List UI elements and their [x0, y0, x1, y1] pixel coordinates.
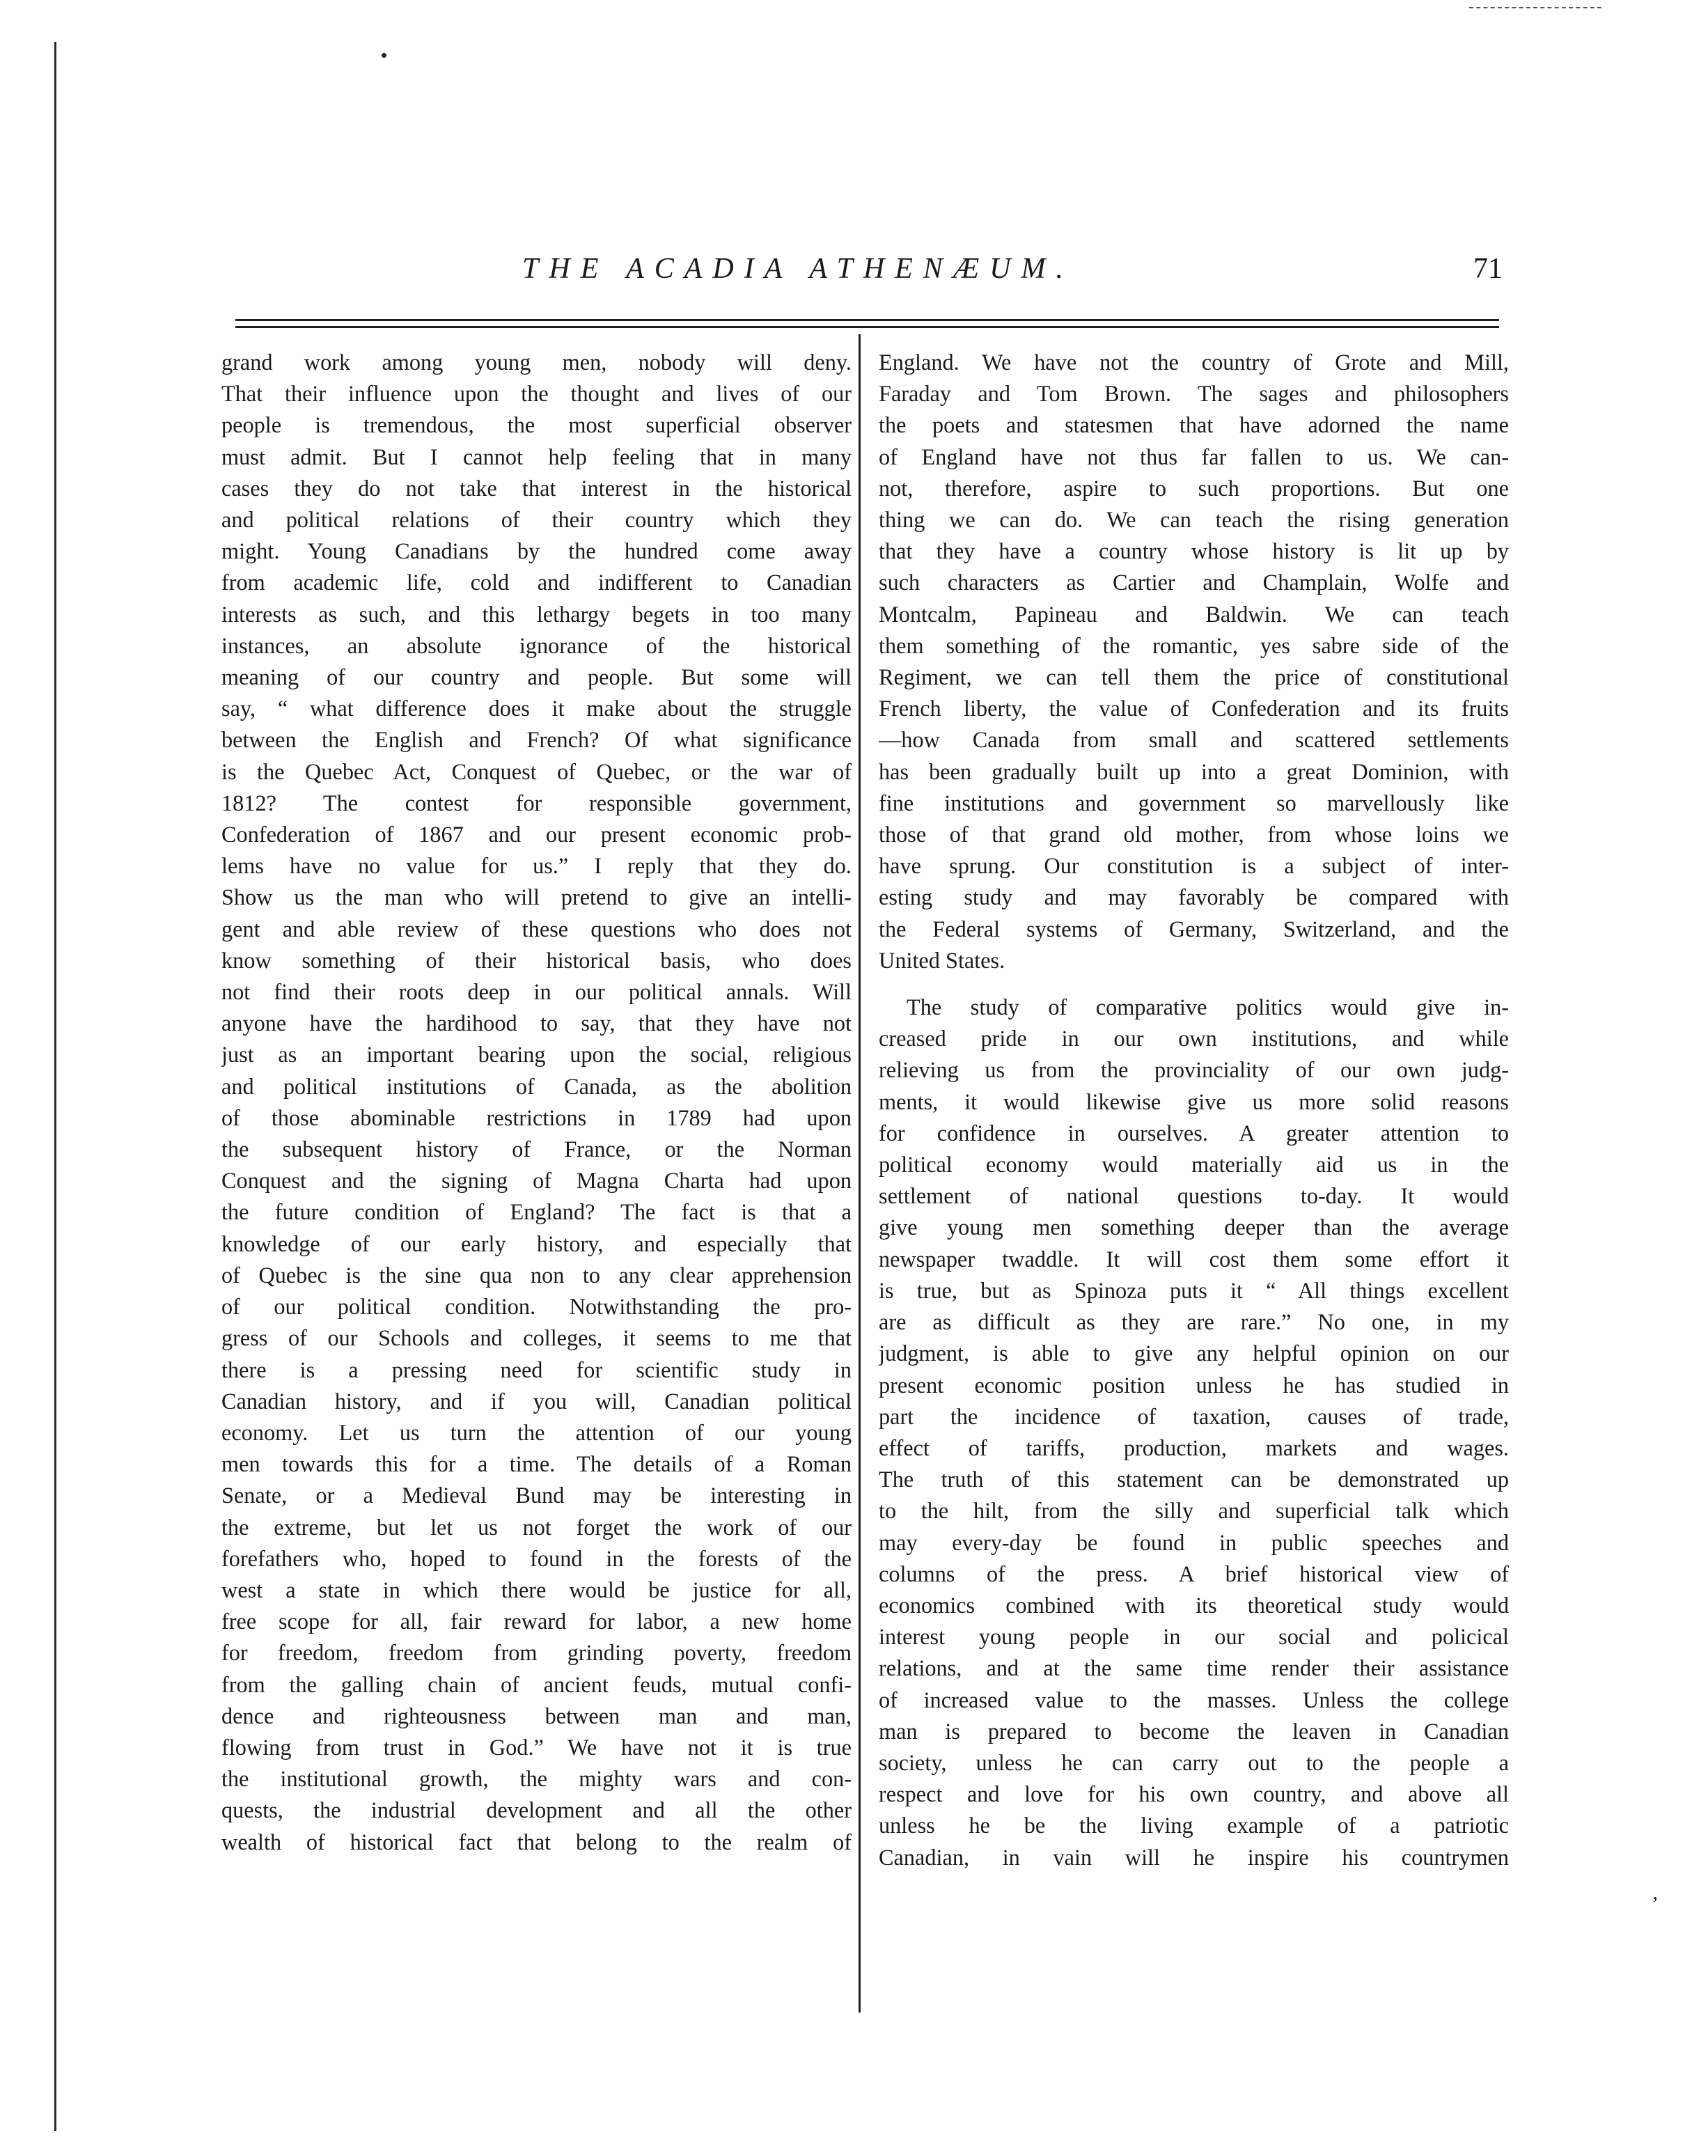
text-line: columns of the press. A brief historical view of — [879, 1561, 1509, 1586]
text-line: of England have not thus far fallen to us. We can- — [879, 444, 1509, 469]
text-line: between the English and French? Of what significance — [221, 727, 852, 753]
text-line: of those abominable restrictions in 1789 had upon — [221, 1104, 852, 1130]
text-line: newspaper twaddle. It will cost them some effort it — [879, 1246, 1509, 1272]
text-line: are as difficult as they are rare.” No one, in my — [879, 1309, 1509, 1335]
text-line: has been gradually built up into a great Dominion, with — [879, 758, 1509, 784]
text-line: relations, and at the same time render their assistance — [879, 1655, 1509, 1681]
text-line: is true, but as Spinoza puts it “ All things excellent — [879, 1277, 1509, 1303]
text-line: gent and able review of these questions who does not — [221, 916, 852, 942]
text-line: know something of their historical basis, who does — [221, 947, 852, 973]
text-line: lems have no value for us.” I reply that they do. — [221, 853, 852, 879]
text-line: effect of tariffs, production, markets and wages. — [879, 1435, 1509, 1460]
text-line: present economic position unless he has studied in — [879, 1372, 1509, 1398]
right-column — [879, 347, 1509, 2018]
text-line: not, therefore, aspire to such proportions. But one — [879, 475, 1509, 501]
text-line: political economy would materially aid us in the — [879, 1152, 1509, 1178]
text-line: for confidence in ourselves. A greater attention to — [879, 1120, 1509, 1146]
text-line: such characters as Cartier and Champlain, Wolfe and — [879, 570, 1509, 595]
text-line: just as an important bearing upon the social, religious — [221, 1042, 852, 1068]
text-line: society, unless he can carry out to the people a — [879, 1749, 1509, 1775]
text-line: cases they do not take that interest in the historical — [221, 475, 852, 501]
text-line: is the Quebec Act, Conquest of Quebec, or the war of — [221, 758, 852, 784]
text-line: creased pride in our own institutions, and while — [879, 1026, 1509, 1052]
text-line: say, “ what difference does it make about the struggle — [221, 696, 852, 721]
text-line: people is tremendous, the most superficial observer — [221, 412, 852, 438]
text-line: quests, the industrial development and all the other — [221, 1797, 852, 1823]
margin-tick: ʼ — [1652, 1893, 1659, 1916]
left-column — [221, 347, 852, 2018]
text-line: to the hilt, from the silly and superficial talk which — [879, 1498, 1509, 1524]
text-line: part the incidence of taxation, causes of trade, — [879, 1403, 1509, 1429]
text-line: The truth of this statement can be demonstrated up — [879, 1467, 1509, 1492]
text-line: —how Canada from small and scattered settlements — [879, 727, 1509, 753]
text-line: French liberty, the value of Confederation and its fruits — [879, 696, 1509, 721]
text-line: Faraday and Tom Brown. The sages and philosophers — [879, 381, 1509, 407]
right-paragraph-2 — [879, 992, 1509, 1873]
text-line: may every-day be found in public speeches and — [879, 1529, 1509, 1555]
text-line: esting study and may favorably be compared with — [879, 884, 1509, 910]
column-divider — [859, 334, 861, 2013]
text-line: Conquest and the signing of Magna Charta had upon — [221, 1168, 852, 1194]
text-line: economics combined with its theoretical study would — [879, 1592, 1509, 1618]
text-line: that they have a country whose history is lit up by — [879, 538, 1509, 564]
text-line: the institutional growth, the mighty wars and con- — [221, 1766, 852, 1792]
text-line: unless he be the living example of a patriotic — [879, 1813, 1509, 1838]
paragraph-gap — [879, 976, 1509, 992]
text-line: relieving us from the provinciality of our own judg- — [879, 1057, 1509, 1083]
text-line: respect and love for his own country, and above all — [879, 1781, 1509, 1807]
text-line: wealth of historical fact that belong to the realm of — [221, 1829, 852, 1854]
running-title: THE ACADIA ATHENÆUM. — [522, 253, 1074, 285]
text-line: the subsequent history of France, or the Norman — [221, 1136, 852, 1162]
text-line: there is a pressing need for scientific study in — [221, 1357, 852, 1382]
text-line: 1812? The contest for responsible government, — [221, 790, 852, 815]
text-line: the Federal systems of Germany, Switzerland, and the — [879, 916, 1509, 942]
text-line: for freedom, freedom from grinding poverty, freedom — [221, 1640, 852, 1666]
text-line: of our political condition. Notwithstanding the pro- — [221, 1294, 852, 1320]
text-line: meaning of our country and people. But some will — [221, 664, 852, 690]
top-right-rule — [1469, 7, 1601, 8]
text-line: Senate, or a Medieval Bund may be interesting in — [221, 1483, 852, 1508]
text-line: flowing from trust in God.” We have not it is true — [221, 1734, 852, 1760]
page-number: 71 — [1473, 253, 1503, 285]
text-line: men towards this for a time. The details of a Roman — [221, 1451, 852, 1477]
text-line: the poets and statesmen that have adorned the name — [879, 412, 1509, 438]
text-line: knowledge of our early history, and especially that — [221, 1231, 852, 1256]
binding-edge-line — [54, 42, 56, 2131]
text-line: forefathers who, hoped to found in the forests of the — [221, 1545, 852, 1571]
text-line: economy. Let us turn the attention of our young — [221, 1419, 852, 1445]
text-line: the extreme, but let us not forget the work of our — [221, 1514, 852, 1540]
header-rule-lower — [235, 326, 1499, 328]
text-line: give young men something deeper than the average — [879, 1214, 1509, 1240]
text-line: Canadian history, and if you will, Canadian political — [221, 1388, 852, 1414]
text-line: of increased value to the masses. Unless the college — [879, 1687, 1509, 1712]
text-line: west a state in which there would be justice for all, — [221, 1577, 852, 1602]
text-line: from academic life, cold and indifferent to Canadian — [221, 570, 852, 595]
right-paragraph-1 — [879, 347, 1509, 976]
text-line: not find their roots deep in our political annals. Will — [221, 979, 852, 1005]
text-line: gress of our Schools and colleges, it seems to me that — [221, 1325, 852, 1351]
text-line: The study of comparative politics would give in- — [907, 994, 1509, 1020]
text-line: from the galling chain of ancient feuds, mutual confi- — [221, 1671, 852, 1697]
text-line: have sprung. Our constitution is a subject of inter- — [879, 853, 1509, 879]
text-line: free scope for all, fair reward for labor, a new home — [221, 1609, 852, 1634]
text-line: Regiment, we can tell them the price of constitutional — [879, 664, 1509, 690]
header-rule-upper — [235, 319, 1499, 321]
text-line: and political relations of their country which they — [221, 507, 852, 533]
text-line: instances, an absolute ignorance of the historical — [221, 632, 852, 658]
text-line: and political institutions of Canada, as the abolition — [221, 1073, 852, 1099]
text-line: Montcalm, Papineau and Baldwin. We can teach — [879, 601, 1509, 627]
text-line: Canadian, in vain will he inspire his countrymen — [879, 1844, 1509, 1870]
text-line: fine institutions and government so marvellously like — [879, 790, 1509, 815]
text-line: ments, it would likewise give us more solid reasons — [879, 1088, 1509, 1114]
text-line: interests as such, and this lethargy begets in too many — [221, 601, 852, 627]
text-line: Show us the man who will pretend to give an intelli- — [221, 884, 852, 910]
text-line: man is prepared to become the leaven in Canadian — [879, 1718, 1509, 1744]
text-line: Confederation of 1867 and our present economic prob- — [221, 822, 852, 847]
text-line: judgment, is able to give any helpful opinion on our — [879, 1341, 1509, 1366]
text-line: United States. — [879, 947, 1005, 973]
text-line: England. We have not the country of Grote and Mill, — [879, 350, 1509, 375]
text-line: them something of the romantic, yes sabre side of the — [879, 632, 1509, 658]
text-line: might. Young Canadians by the hundred come away — [221, 538, 852, 564]
text-line: interest young people in our social and policical — [879, 1624, 1509, 1650]
text-line: settlement of national questions to-day. It would — [879, 1183, 1509, 1209]
ink-speck — [382, 53, 386, 58]
text-line: grand work among young men, nobody will deny. — [221, 350, 852, 375]
running-header — [223, 252, 1511, 301]
text-line: of Quebec is the sine qua non to any clear apprehension — [221, 1262, 852, 1288]
text-line: those of that grand old mother, from whose loins we — [879, 822, 1509, 847]
text-line: anyone have the hardihood to say, that they have not — [221, 1010, 852, 1036]
text-line: must admit. But I cannot help feeling that in many — [221, 444, 852, 469]
text-line: thing we can do. We can teach the rising generation — [879, 507, 1509, 533]
text-line: dence and righteousness between man and man, — [221, 1703, 852, 1728]
text-line: That their influence upon the thought and lives of our — [221, 381, 852, 407]
text-line: the future condition of England? The fact is that a — [221, 1199, 852, 1225]
